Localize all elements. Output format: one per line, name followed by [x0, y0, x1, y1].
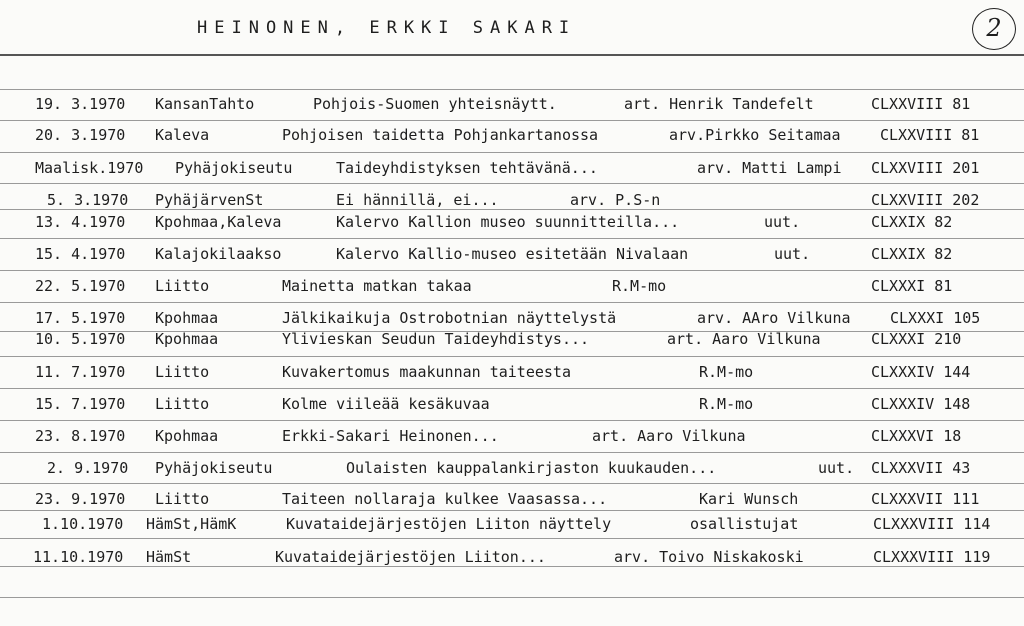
rule-line: [0, 388, 1024, 389]
entry-author: art. Henrik Tandefelt: [624, 95, 814, 113]
entry-title: Kolme viileää kesäkuvaa: [282, 395, 490, 413]
entry-reference: CLXXXVII 43: [871, 459, 971, 477]
card-number-circle: 2: [972, 8, 1016, 50]
entry-newspaper: Kpohmaa,Kaleva: [155, 213, 282, 231]
entry-reference: CLXXXVII 111: [871, 490, 980, 508]
entry-newspaper: PyhäjärvenSt: [155, 191, 264, 209]
entry-date: 23. 8.1970: [35, 427, 126, 445]
entry-date: 15. 4.1970: [35, 245, 126, 263]
entry-newspaper: Liitto: [155, 277, 210, 295]
entry-reference: CLXXXVI 18: [871, 427, 962, 445]
entry-newspaper: Pyhäjokiseutu: [175, 159, 293, 177]
entry-title: Ei hännillä, ei...: [336, 191, 499, 209]
rule-line: [0, 420, 1024, 421]
entry-newspaper: Liitto: [155, 395, 210, 413]
entry-date: 23. 9.1970: [35, 490, 126, 508]
entry-date: 11. 7.1970: [35, 363, 126, 381]
entry-row: [0, 330, 1024, 352]
entry-author: arv. Toivo Niskakoski: [614, 548, 804, 566]
rule-line: [0, 597, 1024, 598]
entry-author: uut.: [764, 213, 801, 231]
card-header-name: HEINONEN, ERKKI SAKARI: [197, 18, 577, 38]
entry-newspaper: Liitto: [155, 363, 210, 381]
entry-newspaper: HämSt: [146, 548, 192, 566]
entry-row: [0, 126, 1024, 148]
entry-reference: CLXXIX 82: [871, 245, 953, 263]
rule-line: [0, 483, 1024, 484]
entry-date: 10. 5.1970: [35, 330, 126, 348]
rule-line: [0, 356, 1024, 357]
entry-row: [0, 459, 1024, 481]
entry-title: Ylivieskan Seudun Taideyhdistys...: [282, 330, 590, 348]
entry-author: osallistujat: [690, 515, 799, 533]
entry-row: [0, 213, 1024, 235]
rule-line: [0, 120, 1024, 121]
entry-reference: CLXXXIV 144: [871, 363, 971, 381]
rule-line: [0, 538, 1024, 539]
entry-title: Kalervo Kallion museo suunnitteilla...: [336, 213, 680, 231]
entry-title: Kuvataidejärjestöjen Liiton...: [275, 548, 546, 566]
entry-newspaper: Kpohmaa: [155, 309, 219, 327]
entry-author: Kari Wunsch: [699, 490, 799, 508]
entry-title: Oulaisten kauppalankirjaston kuukauden...: [346, 459, 717, 477]
rule-line: [0, 452, 1024, 453]
entry-row: [0, 95, 1024, 117]
entry-date: 15. 7.1970: [35, 395, 126, 413]
entry-newspaper: KansanTahto: [155, 95, 255, 113]
entry-newspaper: Pyhäjokiseutu: [155, 459, 273, 477]
entry-date: 17. 5.1970: [35, 309, 126, 327]
entry-reference: CLXXXI 81: [871, 277, 953, 295]
rule-line: [0, 238, 1024, 239]
entry-newspaper: Kalajokilaakso: [155, 245, 282, 263]
entry-row: [0, 191, 1024, 213]
entry-date: 13. 4.1970: [35, 213, 126, 231]
header-rule: [0, 54, 1024, 56]
entry-newspaper: Kaleva: [155, 126, 210, 144]
entry-author: R.M-mo: [612, 277, 667, 295]
entry-date: 2. 9.1970: [47, 459, 129, 477]
entry-date: 1.10.1970: [42, 515, 124, 533]
entry-reference: CLXXIX 82: [871, 213, 953, 231]
entry-reference: CLXXXVIII 114: [873, 515, 991, 533]
entry-reference: CLXXVIII 81: [871, 95, 971, 113]
entry-date: 19. 3.1970: [35, 95, 126, 113]
entry-reference: CLXXXI 105: [890, 309, 981, 327]
entry-row: [0, 427, 1024, 449]
entry-title: Erkki-Sakari Heinonen...: [282, 427, 499, 445]
entry-author: R.M-mo: [699, 363, 754, 381]
entry-author: arv. P.S-n: [570, 191, 661, 209]
entry-date: 20. 3.1970: [35, 126, 126, 144]
entry-newspaper: Kpohmaa: [155, 427, 219, 445]
entry-newspaper: Kpohmaa: [155, 330, 219, 348]
entry-row: [0, 277, 1024, 299]
entry-author: arv. AAro Vilkuna: [697, 309, 851, 327]
entry-row: [0, 309, 1024, 331]
entry-author: arv. Matti Lampi: [697, 159, 842, 177]
entry-date: 5. 3.1970: [47, 191, 129, 209]
entry-reference: CLXXVIII 202: [871, 191, 980, 209]
entry-title: Jälkikaikuja Ostrobotnian näyttelystä: [282, 309, 617, 327]
rule-line: [0, 302, 1024, 303]
entry-date: 11.10.1970: [33, 548, 124, 566]
entry-author: arv.Pirkko Seitamaa: [669, 126, 841, 144]
entry-reference: CLXXXVIII 119: [873, 548, 991, 566]
entry-date: Maalisk.1970: [35, 159, 144, 177]
entry-row: [0, 395, 1024, 417]
entry-date: 22. 5.1970: [35, 277, 126, 295]
entry-title: Kuvataidejärjestöjen Liiton näyttely: [286, 515, 612, 533]
entry-reference: CLXXXI 210: [871, 330, 962, 348]
entry-newspaper: HämSt,HämK: [146, 515, 237, 533]
entry-row: [0, 363, 1024, 385]
entry-author: R.M-mo: [699, 395, 754, 413]
entry-title: Taideyhdistyksen tehtävänä...: [336, 159, 598, 177]
entry-author: uut.: [774, 245, 811, 263]
entry-reference: CLXXXIV 148: [871, 395, 971, 413]
entry-row: [0, 245, 1024, 267]
entry-reference: CLXXVIII 81: [880, 126, 980, 144]
entry-title: Taiteen nollaraja kulkee Vaasassa...: [282, 490, 608, 508]
entry-author: art. Aaro Vilkuna: [667, 330, 821, 348]
entry-title: Pohjoisen taidetta Pohjankartanossa: [282, 126, 599, 144]
entry-row: [0, 548, 1024, 570]
entry-row: [0, 490, 1024, 512]
rule-line: [0, 89, 1024, 90]
entry-title: Pohjois-Suomen yhteisnäytt.: [313, 95, 557, 113]
entry-newspaper: Liitto: [155, 490, 210, 508]
entry-reference: CLXXVIII 201: [871, 159, 980, 177]
rule-line: [0, 270, 1024, 271]
entry-row: [0, 515, 1024, 537]
rule-line: [0, 152, 1024, 153]
entry-author: uut.: [818, 459, 855, 477]
entry-author: art. Aaro Vilkuna: [592, 427, 746, 445]
entry-title: Kuvakertomus maakunnan taiteesta: [282, 363, 571, 381]
entry-row: [0, 159, 1024, 181]
rule-line: [0, 183, 1024, 184]
entry-title: Mainetta matkan takaa: [282, 277, 472, 295]
entry-title: Kalervo Kallio-museo esitetään Nivalaan: [336, 245, 689, 263]
